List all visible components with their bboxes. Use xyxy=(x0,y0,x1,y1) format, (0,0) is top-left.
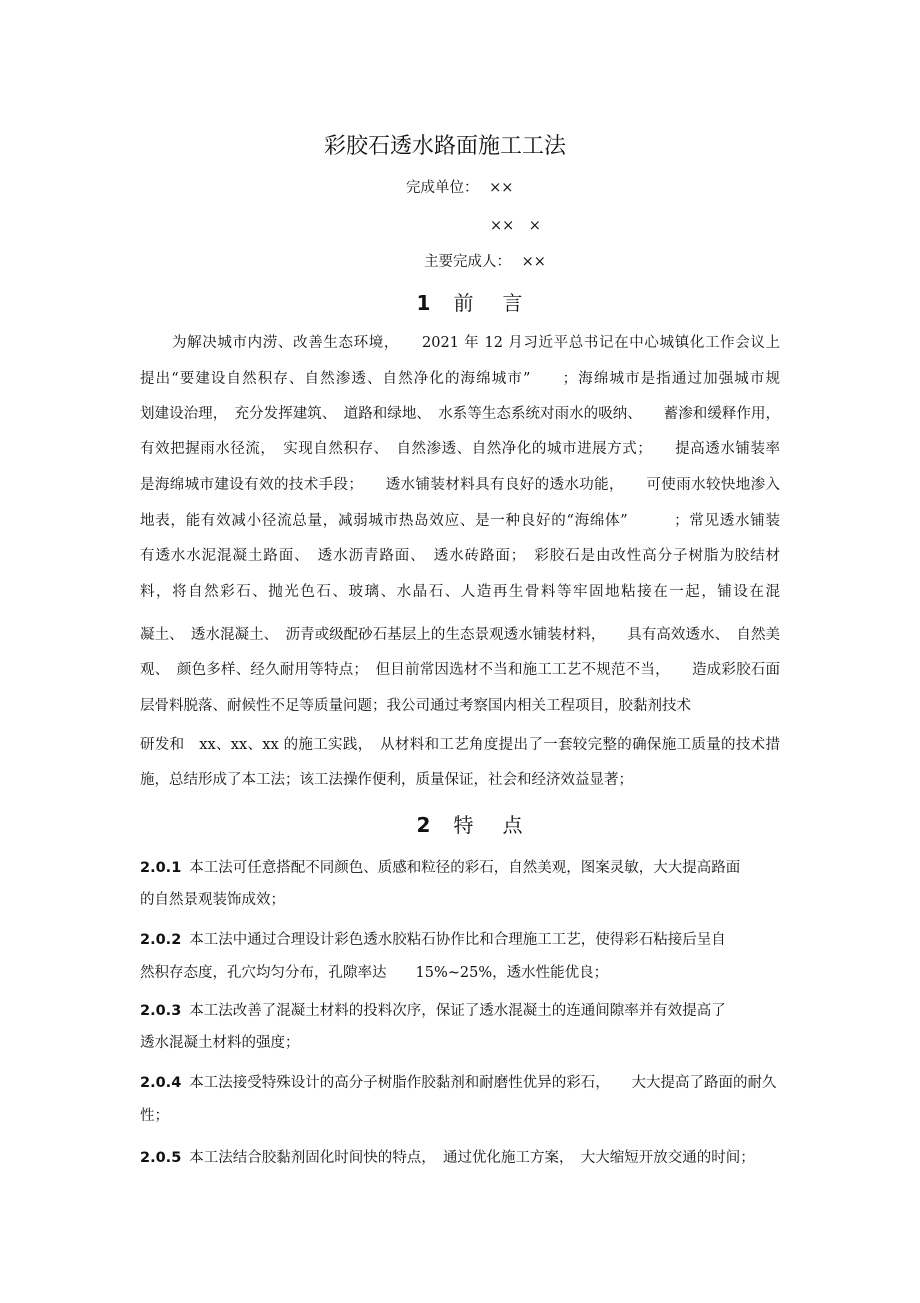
feature-item-line xyxy=(140,861,780,876)
feature-item-line: 然积存态度，孔穴均匀分布，孔隙率达 15%~25%，透水性能优良； xyxy=(140,965,609,981)
section-number: 1 xyxy=(416,291,432,315)
paragraph-line: 施，总结形成了本工法；该工法操作便利，质量保证，社会和经济效益显著； xyxy=(140,772,633,788)
paragraph-line: 有透水水泥混凝土路面、 透水沥青路面、 透水砖路面； 彩胶石是由改性高分子树脂为胶结材 xyxy=(140,548,780,564)
feature-item-line: 性； xyxy=(140,1108,169,1124)
paragraph-line: 层骨料脱落、耐候性不足等质量问题；我公司通过考察国内相关工程项目，胶黏剂技术 xyxy=(140,698,691,714)
paragraph-line: 料，将自然彩石、抛光色石、玻璃、水晶石、人造再生骨料等牢固地粘接在一起，铺设在混 xyxy=(140,584,780,600)
clause-text: 本工法中通过合理设计彩色透水胶粘石协作比和合理施工工艺，使得彩石粘接后呈自 xyxy=(189,932,726,948)
feature-item-line: 透水混凝土材料的强度； xyxy=(140,1035,300,1051)
completion-unit-line2: ×× × xyxy=(490,218,541,234)
clause-text: 本工法可任意搭配不同颜色、质感和粒径的彩石，自然美观，图案灵敏，大大提高路面 xyxy=(189,860,741,876)
clause-number: 2.0.3 xyxy=(140,1003,182,1019)
paragraph-line: 凝土、 透水混凝土、 沥青或级配砂石基层上的生态景观透水铺装材料， 具有高效透水、 自然美 xyxy=(140,627,780,643)
paragraph-line: 是海绵城市建设有效的技术手段； 透水铺装材料具有良好的透水功能， 可使雨水较快地渗入 xyxy=(140,477,780,493)
paragraph-line: 有效把握雨水径流， 实现自然积存、 自然渗透、自然净化的城市进展方式； 提高透水铺装率 xyxy=(140,441,780,457)
completion-unit-value: ×× xyxy=(489,180,514,196)
section-title-char: 特 xyxy=(453,813,475,837)
paragraph-line: 提出“要建设自然积存、自然渗透、自然净化的海绵城市” ；海绵城市是指通过加强城市规 xyxy=(140,371,780,387)
paragraph-line: 地表，能有效减小径流总量，减弱城市热岛效应、是一种良好的“海绵体” ；常见透水铺装 xyxy=(140,513,780,529)
feature-item-line: 的自然景观装饰成效； xyxy=(140,892,285,908)
clause-text: 本工法改善了混凝土材料的投料次序，保证了透水混凝土的连通间隙率并有效提高了 xyxy=(189,1003,726,1019)
clause-number: 2.0.1 xyxy=(140,860,182,876)
completion-unit xyxy=(406,181,513,196)
section-title-char: 前 xyxy=(453,291,475,315)
clause-number: 2.0.4 xyxy=(140,1075,182,1091)
clause-text: 本工法结合胶黏剂固化时间快的特点， 通过优化施工方案， 大大缩短开放交通的时间； xyxy=(189,1150,755,1166)
feature-item-line xyxy=(140,1076,780,1091)
section-number: 2 xyxy=(416,813,432,837)
main-authors xyxy=(424,255,546,270)
clause-number: 2.0.5 xyxy=(140,1150,182,1166)
section-heading-preface xyxy=(0,293,920,313)
completion-unit-label: 完成单位： xyxy=(406,180,479,196)
section-title-char: 言 xyxy=(502,291,524,315)
paragraph-line: 划建设治理， 充分发挥建筑、 道路和绿地、 水系等生态系统对雨水的吸纳、 蓄渗和缓释作用， xyxy=(140,406,780,422)
paragraph-line: 研发和 xx、xx、xx 的施工实践， 从材料和工艺角度提出了一套较完整的确保施工质量的技术措 xyxy=(140,737,780,753)
paragraph-line: 为解决城市内涝、改善生态环境， 2021 年 12 月习近平总书记在中心城镇化工作会议上 xyxy=(172,335,780,351)
main-authors-label: 主要完成人： xyxy=(424,254,511,270)
feature-item-line xyxy=(140,933,780,948)
section-heading-features xyxy=(0,815,920,835)
section-title-char: 点 xyxy=(502,813,524,837)
feature-item-line xyxy=(140,1004,780,1019)
main-authors-value: ×× xyxy=(521,254,546,270)
paragraph-line: 观、 颜色多样、经久耐用等特点； 但目前常因选材不当和施工工艺不规范不当， 造成彩胶石面 xyxy=(140,662,780,678)
document-title: 彩胶石透水路面施工工法 xyxy=(323,134,566,159)
clause-number: 2.0.2 xyxy=(140,932,182,948)
feature-item-line xyxy=(140,1151,780,1166)
clause-text: 本工法接受特殊设计的高分子树脂作胶黏剂和耐磨性优异的彩石， 大大提高了路面的耐久 xyxy=(189,1075,777,1091)
